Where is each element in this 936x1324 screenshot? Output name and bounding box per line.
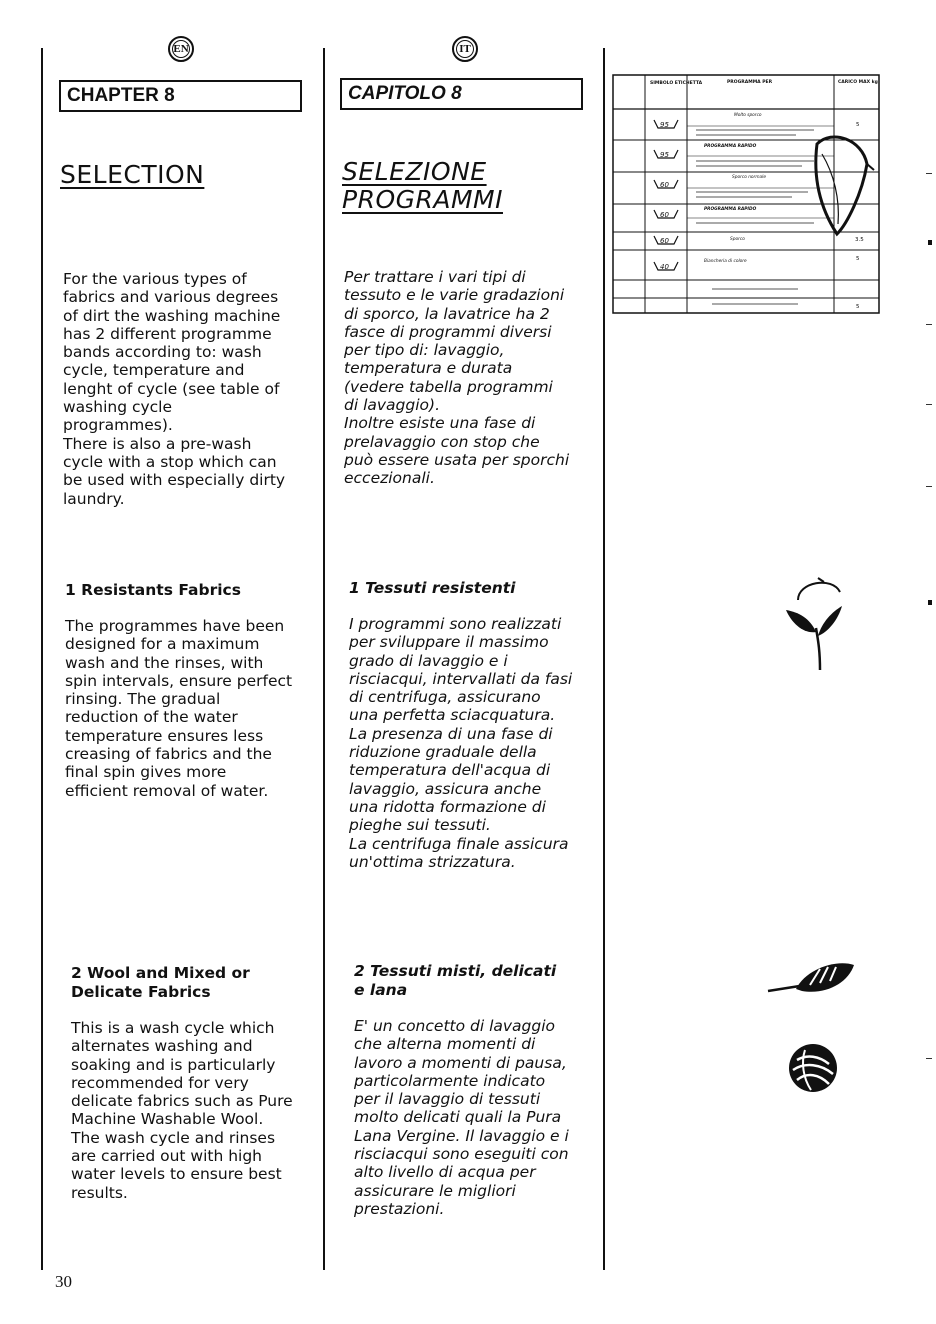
wool-icon: [785, 1040, 841, 1096]
table-row-2: PROGRAMMA RAPIDO: [704, 144, 757, 149]
margin-mark: [926, 404, 932, 405]
en-section1-heading: 1 Resistants Fabrics: [65, 581, 241, 599]
it-language-badge: IT: [452, 36, 478, 62]
column-rule-middle: [323, 48, 325, 1270]
table-load-3: 5: [856, 256, 860, 262]
margin-mark: [926, 324, 932, 325]
margin-mark: [926, 173, 932, 174]
table-symbol-5: 60: [660, 237, 669, 245]
en-section2-body: This is a wash cycle which alternates washing and soaking and is particularly recommended for very delicate fabrics such as Pure Machine Washable Wool. The wash cycle and rinses are carried out with high water levels to ensure best results.: [71, 1019, 293, 1202]
table-row-6: Biancheria di colore: [704, 259, 747, 264]
en-section-title: SELECTION: [60, 160, 205, 189]
en-chapter-heading: CHAPTER 8: [59, 80, 302, 112]
table-header-programme: PROGRAMMA PER: [727, 80, 773, 85]
it-section2-body: E' un concetto di lavaggio che alterna momenti di lavoro a momenti di pausa, particolarmente indicato per il lavaggio di tessuti molto delicati quali la Pura Lana Vergine. Il lavaggio e i risciacqui sono eseguiti con alto livello di acqua per assicurare le migliori prestazioni.: [354, 1017, 569, 1218]
en-section2-heading: 2 Wool and Mixed or Delicate Fabrics: [71, 964, 250, 1001]
margin-mark: [928, 600, 932, 605]
table-row-4: PROGRAMMA RAPIDO: [704, 207, 757, 212]
table-load-1: 5: [856, 122, 860, 128]
table-load-2: 3.5: [855, 237, 864, 243]
table-leaf-icon: [816, 137, 874, 234]
table-row-1: Molto sporco: [734, 113, 762, 118]
table-row-5: Sporco: [730, 237, 745, 242]
en-section1-body: The programmes have been designed for a maximum wash and the rinses, with spin intervals, ensure perfect rinsing. The gradual reduction of the water temperature ensures less creasing of fabrics and the final spin gives more efficient removal of water.: [65, 617, 293, 800]
feather-icon: [766, 955, 862, 1005]
margin-mark: [928, 240, 932, 245]
it-intro-paragraph: Per trattare i vari tipi di tessuto e le varie gradazioni di sporco, la lavatrice ha 2 fasce di programmi diversi per tipo di: lavaggio, temperatura e durata (vedere tabella programmi di lavaggio). Inoltre esiste una fase di prelavaggio con stop che può essere usata per sporchi eccezionali.: [344, 268, 570, 488]
table-symbol-4: 60: [660, 211, 669, 219]
table-symbol-3: 60: [660, 181, 669, 189]
it-section1-heading: 1 Tessuti resistenti: [349, 579, 516, 597]
washing-programme-table: [612, 74, 880, 318]
table-symbol-1: 95: [660, 121, 669, 129]
margin-mark: [926, 1058, 932, 1059]
it-chapter-heading: CAPITOLO 8: [340, 78, 583, 110]
it-section-title: SELEZIONE PROGRAMMI: [342, 157, 503, 214]
it-section2-heading: 2 Tessuti misti, delicati e lana: [354, 962, 557, 999]
table-header-load: CARICO MAX kg: [838, 80, 878, 85]
table-load-4: 5: [856, 304, 860, 310]
table-header-symbol: SIMBOLO ETICHETTA: [650, 81, 703, 86]
column-rule-right: [603, 48, 605, 1270]
table-row-3: Sporco normale: [732, 175, 766, 180]
margin-mark: [926, 486, 932, 487]
cotton-icon: [780, 570, 860, 680]
en-intro-paragraph: For the various types of fabrics and various degrees of dirt the washing machine has 2 different programme bands according to: wash cycle, temperature and lenght of cycle (see table of washing cycle programmes). There is also a pre-wash cycle with a stop which can be used with especially dirty laundry.: [63, 270, 286, 508]
it-section1-body: I programmi sono realizzati per sviluppare il massimo grado di lavaggio e i risciacqui, intervallati da fasi di centrifuga, assicurano una perfetta sciacquatura. La presenza di una fase di riduzione graduale della temperatura dell'acqua di lavaggio, assicura anche una ridotta formazione di pieghe sui tessuti. La centrifuga finale assicura un'ottima strizzatura.: [349, 615, 573, 871]
page-number: 30: [55, 1272, 72, 1291]
en-language-badge: EN: [168, 36, 194, 62]
column-rule-left: [41, 48, 43, 1270]
table-symbol-2: 95: [660, 151, 669, 159]
table-symbol-6: 40: [660, 263, 669, 271]
